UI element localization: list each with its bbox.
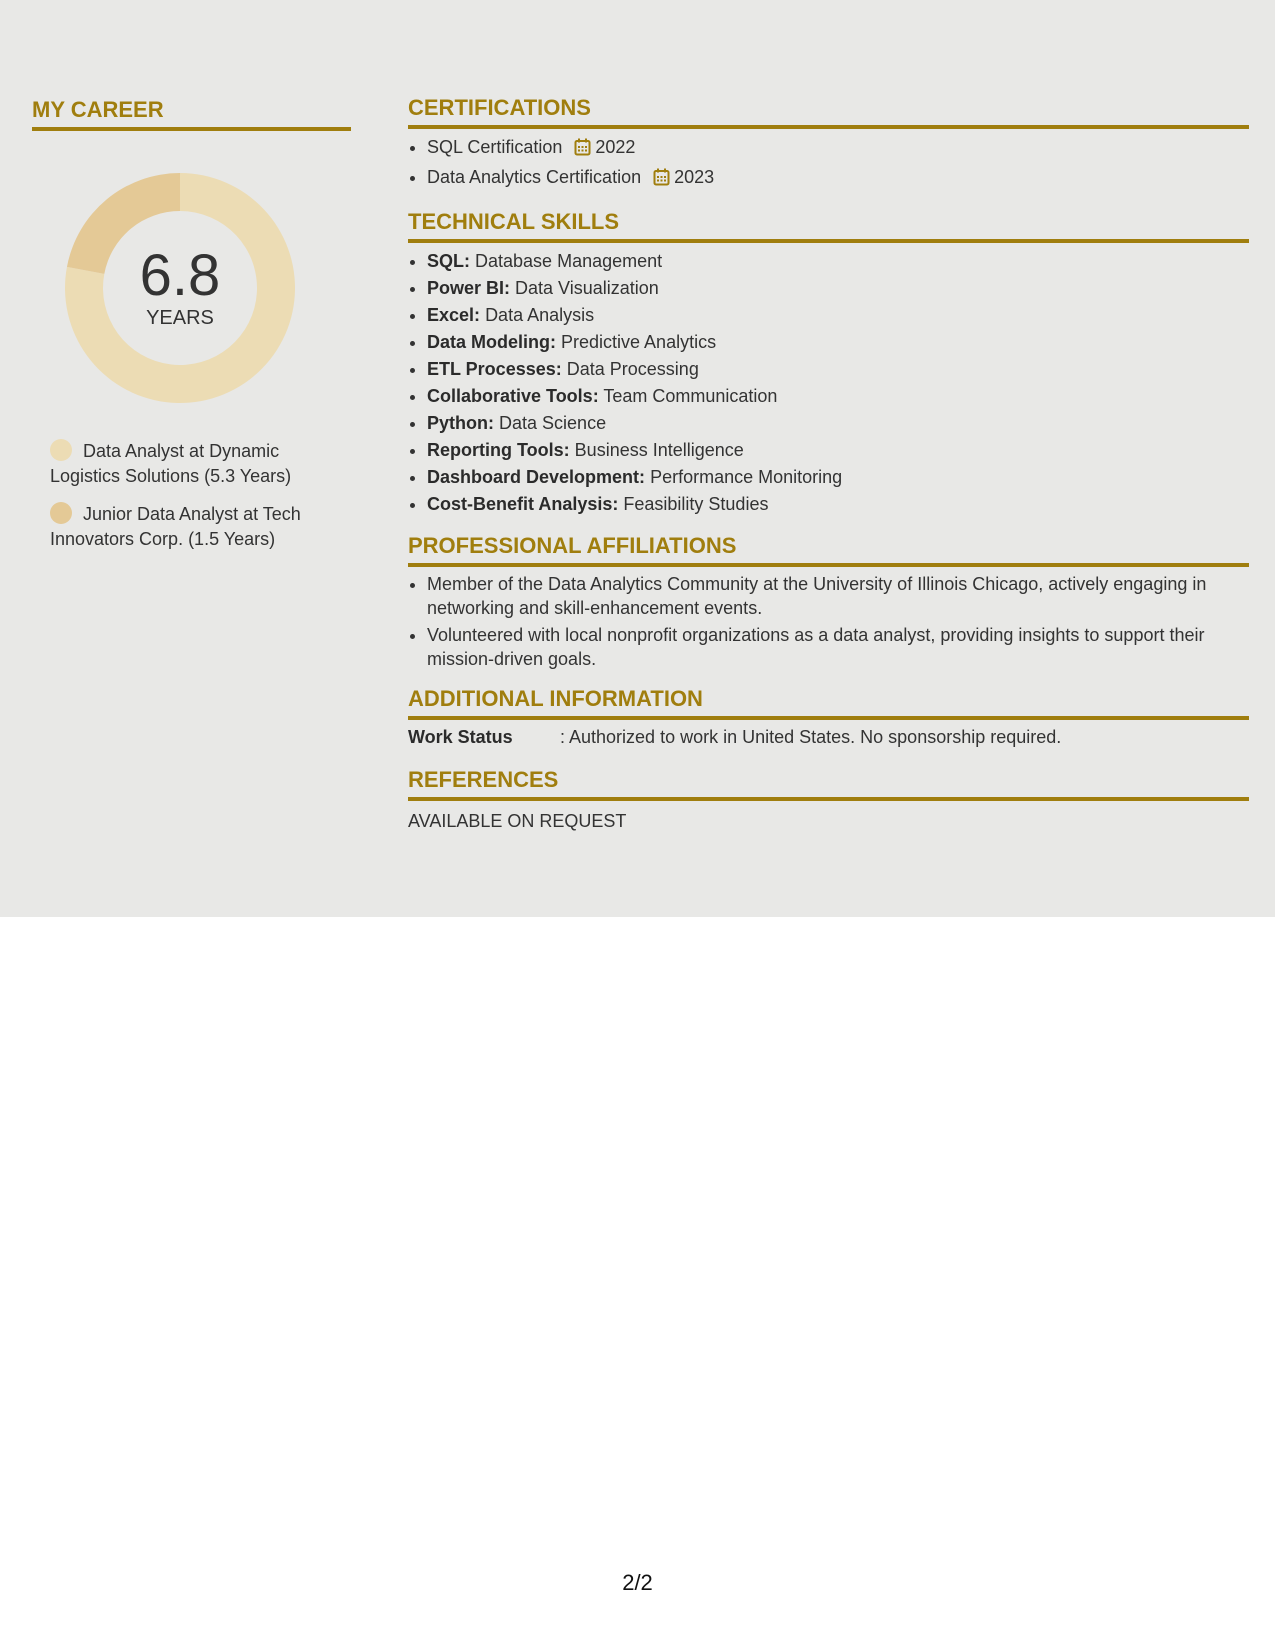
skill-name: ETL Processes: — [427, 359, 562, 379]
main-column — [408, 93, 1249, 833]
career-column — [32, 95, 351, 565]
career-heading-rule — [32, 127, 351, 131]
legend-dot-icon — [50, 502, 72, 524]
certifications-heading-rule — [408, 125, 1249, 129]
technical-skills-heading-rule — [408, 239, 1249, 243]
skill-name: Cost-Benefit Analysis: — [427, 494, 619, 514]
skill-item — [427, 329, 1249, 356]
skill-description: Data Science — [499, 413, 607, 433]
references-text: AVAILABLE ON REQUEST — [408, 811, 627, 831]
references-heading-rule — [408, 797, 1249, 801]
affiliations-heading-rule — [408, 563, 1249, 567]
skill-description: Data Processing — [566, 359, 699, 379]
skill-name: Python: — [427, 413, 494, 433]
certification-name: SQL Certification — [427, 137, 563, 157]
skill-item — [427, 356, 1249, 383]
technical-skills-section — [408, 207, 1249, 518]
technical-skills-heading: TECHNICAL SKILLS — [408, 209, 620, 234]
skill-item — [427, 383, 1249, 410]
career-role-label: Data Analyst at Dynamic Logistics Solutions (5.3 Years) — [50, 441, 292, 486]
certification-name: Data Analytics Certification — [427, 167, 642, 187]
skill-item — [427, 491, 1249, 518]
calendar-icon — [653, 167, 670, 194]
affiliations-section — [408, 531, 1249, 671]
skill-item — [427, 248, 1249, 275]
skill-name: Reporting Tools: — [427, 440, 570, 460]
work-status-value: : Authorized to work in United States. No sponsorship required. — [560, 727, 1062, 747]
certifications-list — [408, 134, 1249, 194]
certification-year: 2022 — [595, 137, 636, 157]
references-section — [408, 765, 1249, 833]
affiliation-item: • Member of the Data Analytics Community at the University of Illinois Chicago, actively engaging in networking and skill-enhancement events. — [427, 572, 1249, 620]
additional-info-heading: ADDITIONAL INFORMATION — [408, 686, 703, 711]
affiliations-list — [408, 572, 1249, 671]
legend-dot-icon — [50, 439, 72, 461]
skill-description: Feasibility Studies — [623, 494, 769, 514]
references-heading: REFERENCES — [408, 767, 559, 792]
career-heading: MY CAREER — [32, 97, 164, 122]
skill-item — [427, 464, 1249, 491]
additional-info-section — [408, 684, 1249, 749]
career-legend-item — [50, 439, 340, 489]
calendar-icon — [574, 137, 591, 164]
career-legend — [50, 439, 340, 552]
technical-skills-list — [408, 248, 1249, 518]
certification-item — [427, 164, 1249, 194]
skill-name: Data Modeling: — [427, 332, 556, 352]
skill-name: Dashboard Development: — [427, 467, 646, 487]
career-total-unit: YEARS — [146, 307, 214, 329]
skill-description: Performance Monitoring — [650, 467, 843, 487]
skill-name: Power BI: — [427, 278, 511, 298]
skill-item — [427, 275, 1249, 302]
career-total-years: 6.8 — [139, 243, 221, 308]
certifications-section — [408, 93, 1249, 194]
affiliation-item: • Volunteered with local nonprofit organizations as a data analyst, providing insights to support their mission-driven goals. — [427, 623, 1249, 671]
career-donut-chart — [65, 173, 295, 403]
affiliations-heading: PROFESSIONAL AFFILIATIONS — [408, 533, 737, 558]
additional-info-heading-rule — [408, 716, 1249, 720]
skill-description: Data Visualization — [515, 278, 659, 298]
skill-description: Database Management — [475, 251, 663, 271]
certification-year: 2023 — [674, 167, 715, 187]
certifications-heading: CERTIFICATIONS — [408, 95, 591, 120]
skill-description: Data Analysis — [485, 305, 595, 325]
certification-item — [427, 134, 1249, 164]
work-status-row — [408, 725, 1249, 749]
skill-item — [427, 410, 1249, 437]
skill-name: Collaborative Tools: — [427, 386, 599, 406]
page-number: 2/2 — [622, 1570, 653, 1595]
skill-name: Excel: — [427, 305, 481, 325]
skill-item — [427, 302, 1249, 329]
skill-description: Team Communication — [603, 386, 778, 406]
skill-description: Business Intelligence — [574, 440, 744, 460]
skill-description: Predictive Analytics — [561, 332, 717, 352]
career-legend-item — [50, 502, 340, 552]
work-status-label: Work Status — [408, 727, 513, 747]
skill-name: SQL: — [427, 251, 470, 271]
career-role-label: Junior Data Analyst at Tech Innovators Corp. (1.5 Years) — [50, 504, 301, 549]
skill-item — [427, 437, 1249, 464]
